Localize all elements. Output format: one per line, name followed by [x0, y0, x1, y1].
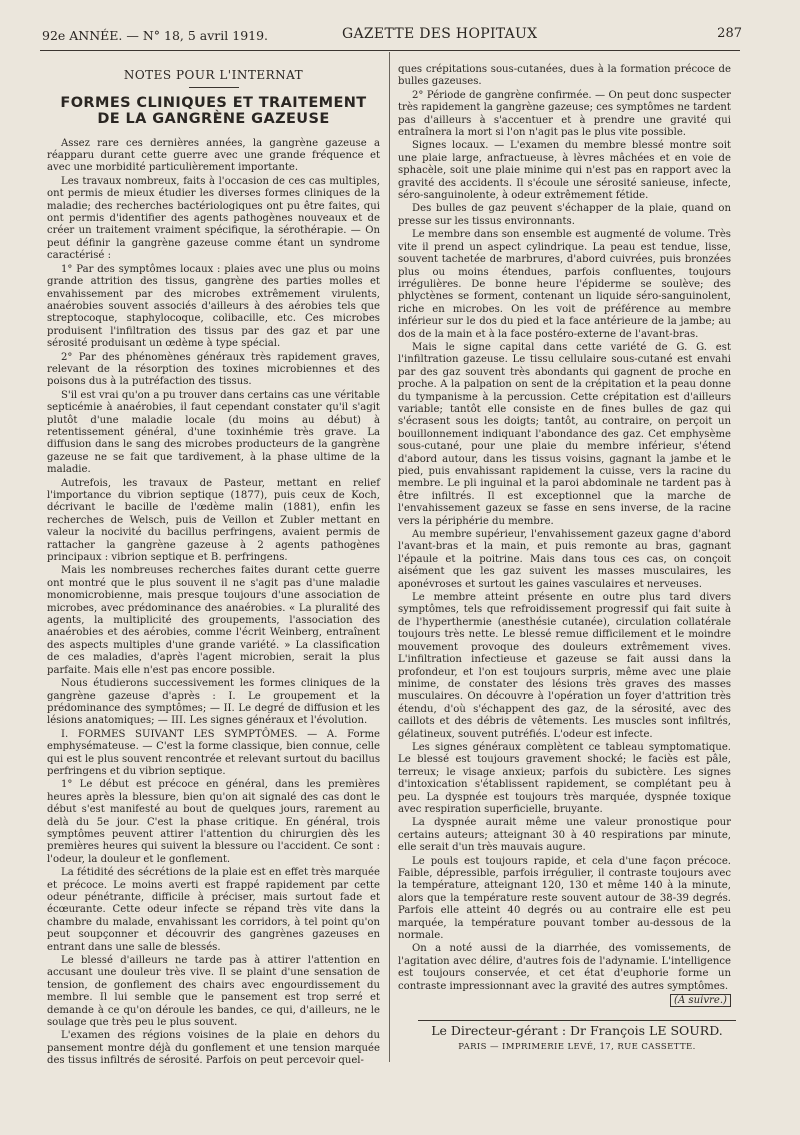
- to-be-continued: [398, 995, 731, 1007]
- paragraph: L'examen des régions voisines de la plaie en dehors du pansement montre déjà du gonflement et une tension marquée des tissus infiltrés de sérosité. Parfois on peut percevoir quel-: [47, 1030, 380, 1067]
- paragraph: La dyspnée aurait même une valeur pronostique pour certains auteurs; atteignant 30 à 40 respirations par minute, elle serait d'un très mauvais augure.: [398, 817, 731, 854]
- article-title-line-1: FORMES CLINIQUES ET TRAITEMENT: [60, 94, 367, 111]
- paragraph: Signes locaux. — L'examen du membre blessé montre soit une plaie large, anfractueuse, à lèvres mâchées et en voie de sphacèle, soit une plaie minime qui n'est pas en rapport avec la gravité des accidents. Il s'écoule une sérosité sanieuse, infecte, séro-sanguinolente, à odeur extrêmement fétide.: [398, 140, 731, 202]
- paragraph: Les signes généraux complètent ce tableau symptomatique. Le blessé est toujours gravement shocké; le faciès est pâle, terreux; le visage anxieux; parfois du subictère. Les signes d'intoxication s'établissent rapidement, se complétant peu à peu. La dyspnée est toujours très marquée, dyspnée toxique avec respiration superficielle, bruyante.: [398, 741, 731, 815]
- paragraph: ques crépitations sous-cutanées, dues à la formation précoce de bulles gazeuses.: [398, 64, 731, 88]
- footer-rule: [418, 1020, 736, 1021]
- paragraph: 1° Par des symptômes locaux : plaies avec une plus ou moins grande attrition des tissus, gangrène des parties molles et envahissement par des microbes extrêmement virulents, anaérobies souvent associés d'ailleurs à des aérobies tels que streptocoque, staphylocoque, colibacille, etc. Ces microbes produisent l'infiltration des tissus par des gaz et par une sérosité produisant un œdème à type spécial.: [47, 263, 380, 350]
- paragraph: Au membre supérieur, l'envahissement gazeux gagne d'abord l'avant-bras et la main, et puis remonte au bras, gagnant l'épaule et la poitrine. Mais dans tous ces cas, on conçoit aisément que les gaz suivent les masses musculaires, les aponévroses et surtout les gaines vasculaires et nerveuses.: [398, 529, 731, 590]
- right-column: [398, 64, 731, 1007]
- paragraph: 2° Période de gangrène confirmée. — On peut donc suspecter très rapidement la gangrène gazeuse; ces symptômes ne tardent pas d'ailleurs à s'accentuer et à prendre une gravité qui entraînera la mort si l'on n'agit pas le plus vite possible.: [398, 89, 731, 139]
- director-line: Le Directeur-gérant : Dr François LE SOURD.: [431, 1023, 723, 1038]
- left-column: [47, 64, 380, 1069]
- printer-line: PARIS — IMPRIMERIE LEVÉ, 17, RUE CASSETTE.: [458, 1042, 696, 1052]
- page-header: [42, 26, 742, 46]
- section-label: NOTES POUR L'INTERNAT: [123, 68, 304, 82]
- journal-title: GAZETTE DES HOPITAUX: [342, 26, 538, 42]
- issue-info: 92e ANNÉE. — N° 18, 5 avril 1919.: [42, 28, 269, 43]
- to-be-continued-label: (A suivre.): [670, 994, 731, 1007]
- paragraph: Assez rare ces dernières années, la gangrène gazeuse a réapparu durant cette guerre avec une grande fréquence et avec une morbidité particulièrement importante.: [47, 137, 380, 174]
- paragraph: 2° Par des phénomènes généraux très rapidement graves, relevant de la résorption des toxines microbiennes et des poisons dus à la putréfaction des tissus.: [47, 351, 380, 388]
- header-rule: [40, 50, 740, 51]
- paragraph: 1° Le début est précoce en général, dans les premières heures après la blessure, bien qu'on ait signalé des cas dont le début s'est manifesté au bout de quelques jours, rarement au delà du 5e jour. C'est la phase critique. En général, trois symptômes peuvent attirer l'attention du chirurgien dès les premières heures qui suivent la blessure ou l'accident. Ce sont : l'odeur, la douleur et le gonflement.: [47, 779, 380, 865]
- paragraph: Des bulles de gaz peuvent s'échapper de la plaie, quand on presse sur les tissus environnants.: [398, 203, 731, 227]
- paragraph: Nous étudierons successivement les formes cliniques de la gangrène gazeuse d'après : I. Le groupement et la prédominance des symptômes; — II. Le degré de diffusion et les lésions anatomiques; — III. Les signes généraux et l'évolution.: [47, 678, 380, 727]
- paragraph: Le membre atteint présente en outre plus tard divers symptômes, tels que refroidissement progressif qui fait suite à de l'hyperthermie (anesthésie cutanée), circulation collatérale toujours très nette. Le blessé remue difficilement et le moindre mouvement provoque des douleurs extrêmement vives. L'infiltration infectieuse et gazeuse se fait aussi dans la profondeur, et l'on est toujours surpris, même avec une plaie minime, de constater des lésions très graves des masses musculaires. On découvre à l'opération un foyer d'attrition très étendu, d'où s'échappent des gaz, de la sérosité, avec des caillots et des débris de vêtements. Les muscles sont infiltrés, gélatineux, souvent putréfiés. L'odeur est infecte.: [398, 592, 731, 740]
- section-rule: [189, 87, 239, 88]
- paragraph: On a noté aussi de la diarrhée, des vomissements, de l'agitation avec délire, d'autres fois de l'adynamie. L'intelligence est toujours conservée, et cet état d'euphorie forme un contraste impressionnant avec la gravité des autres symptômes.: [398, 943, 731, 992]
- paragraph: I. FORMES SUIVANT LES SYMPTÔMES. — A. Forme emphysémateuse. — C'est la forme classique, bien connue, celle qui est le plus souvent rencontrée et relevant surtout du bacillus perfringens et du vibrion septique.: [47, 728, 380, 777]
- paragraph: Mais le signe capital dans cette variété de G. G. est l'infiltration gazeuse. Le tissu cellulaire sous-cutané est envahi par des gaz souvent très abondants qui gagnent de proche en proche. A la palpation on sent de la crépitation et la peau donne du tympanisme à la percussion. Cette crépitation est d'ailleurs variable; tantôt elle consiste en de fines bulles de gaz qui s'écrasent sous les doigts; tantôt, au contraire, on perçoit un bouillonnement indiquant l'abondance des gaz. Cet emphysème sous-cutané, pour une plaie du membre inférieur, s'étend d'abord autour, dans les tissus voisins, gagnant la jambe et le pied, puis envahissant rapidement la cuisse, vers la racine du membre. Le pli inguinal et la paroi abdominale ne tardent pas à être infiltrés. Il est exceptionnel que la marche de l'envahissement gazeux se fasse en sens inverse, de la racine vers la périphérie du membre.: [398, 341, 731, 527]
- paragraph: Le blessé d'ailleurs ne tarde pas à attirer l'attention en accusant une douleur très vive. Il se plaint d'une sensation de tension, de gonflement des chairs avec engourdissement du membre. Il lui semble que le pansement est trop serré et demande à ce qu'on déroule les bandes, ce qui, d'ailleurs, ne le soulage que très peu le plus souvent.: [47, 955, 380, 1029]
- paragraph: S'il est vrai qu'on a pu trouver dans certains cas une véritable septicémie à anaérobies, il faut cependant constater qu'il s'agit plutôt d'une maladie locale (du moins au début) à retentissement général, d'une toxinhémie très grave. La diffusion dans le sang des microbes producteurs de la gangrène gazeuse ne se fait que tardivement, à la phase ultime de la maladie.: [47, 389, 380, 476]
- paragraph: Les travaux nombreux, faits à l'occasion de ces cas multiples, ont permis de mieux étudier les diverses formes cliniques de la maladie; des recherches bactériologiques ont pu être faites, qui ont permis d'identifier des agents pathogènes nouveaux et de créer un traitement vraiment spécifique, la sérothérapie. — On peut définir la gangrène gazeuse comme étant un syndrome caractérisé :: [47, 175, 380, 262]
- page-number: 287: [717, 26, 742, 41]
- paragraph: Le pouls est toujours rapide, et cela d'une façon précoce. Faible, dépressible, parfois irrégulier, il contraste toujours avec la température, atteignant 120, 130 et même 140 à la minute, alors que la température reste souvent autour de 38-39 degrés. Parfois elle atteint 40 degrés ou au contraire elle est peu marquée, la température pouvant tomber au-dessous de la normale.: [398, 855, 731, 942]
- paragraph: La fétidité des sécrétions de la plaie est en effet très marquée et précoce. Le moins averti est frappé rapidement par cette odeur pénétrante, difficile à préciser, mais surtout fade et écœurante. Cette odeur infecte se répand très vite dans la chambre du malade, envahissant les corridors, à tel point qu'on peut soupçonner et découvrir des gangrènes gazeuses en entrant dans une salle de blessés.: [47, 867, 380, 953]
- article-title-line-2: DE LA GANGRÈNE GAZEUSE: [97, 110, 330, 127]
- column-divider: [389, 52, 390, 1062]
- article-title: [47, 96, 380, 128]
- paragraph: Mais les nombreuses recherches faites durant cette guerre ont montré que le plus souvent il ne s'agit pas d'une maladie monomicrobienne, mais presque toujours d'une association de microbes, avec prédominance des anaérobies. « La pluralité des agents, la multiplicité des groupements, l'association des anaérobies et des aérobies, comme l'écrit Weinberg, entraînent des aspects multiples d'une grande variété. » La classification de ces maladies, d'après l'agent microbien, serait la plus parfaite. Mais elle n'est pas encore possible.: [47, 565, 380, 676]
- paragraph: Le membre dans son ensemble est augmenté de volume. Très vite il prend un aspect cylindrique. La peau est tendue, lisse, souvent tachetée de marbrures, d'abord cuivrées, puis bronzées plus ou moins étendues, parfois confluentes, toujours irrégulières. De bonne heure l'épiderme se soulève; des phlyctènes se forment, contenant un liquide séro-sanguinolent, riche en microbes. On les voit de préférence au membre inférieur sur le dos du pied et la face antérieure de la jambe; au dos de la main et à la face postéro-externe de l'avant-bras.: [398, 229, 731, 340]
- paragraph: Autrefois, les travaux de Pasteur, mettant en relief l'importance du vibrion septique (1877), puis ceux de Koch, décrivant le bacille de l'œdème malin (1881), enfin les recherches de Welsch, puis de Veillon et Zubler mettant en valeur la nocivité du bacillus perfringens, avaient permis de rattacher la gangrène gazeuse à 2 agents pathogènes principaux : vibrion septique et B. perfringens.: [47, 477, 380, 564]
